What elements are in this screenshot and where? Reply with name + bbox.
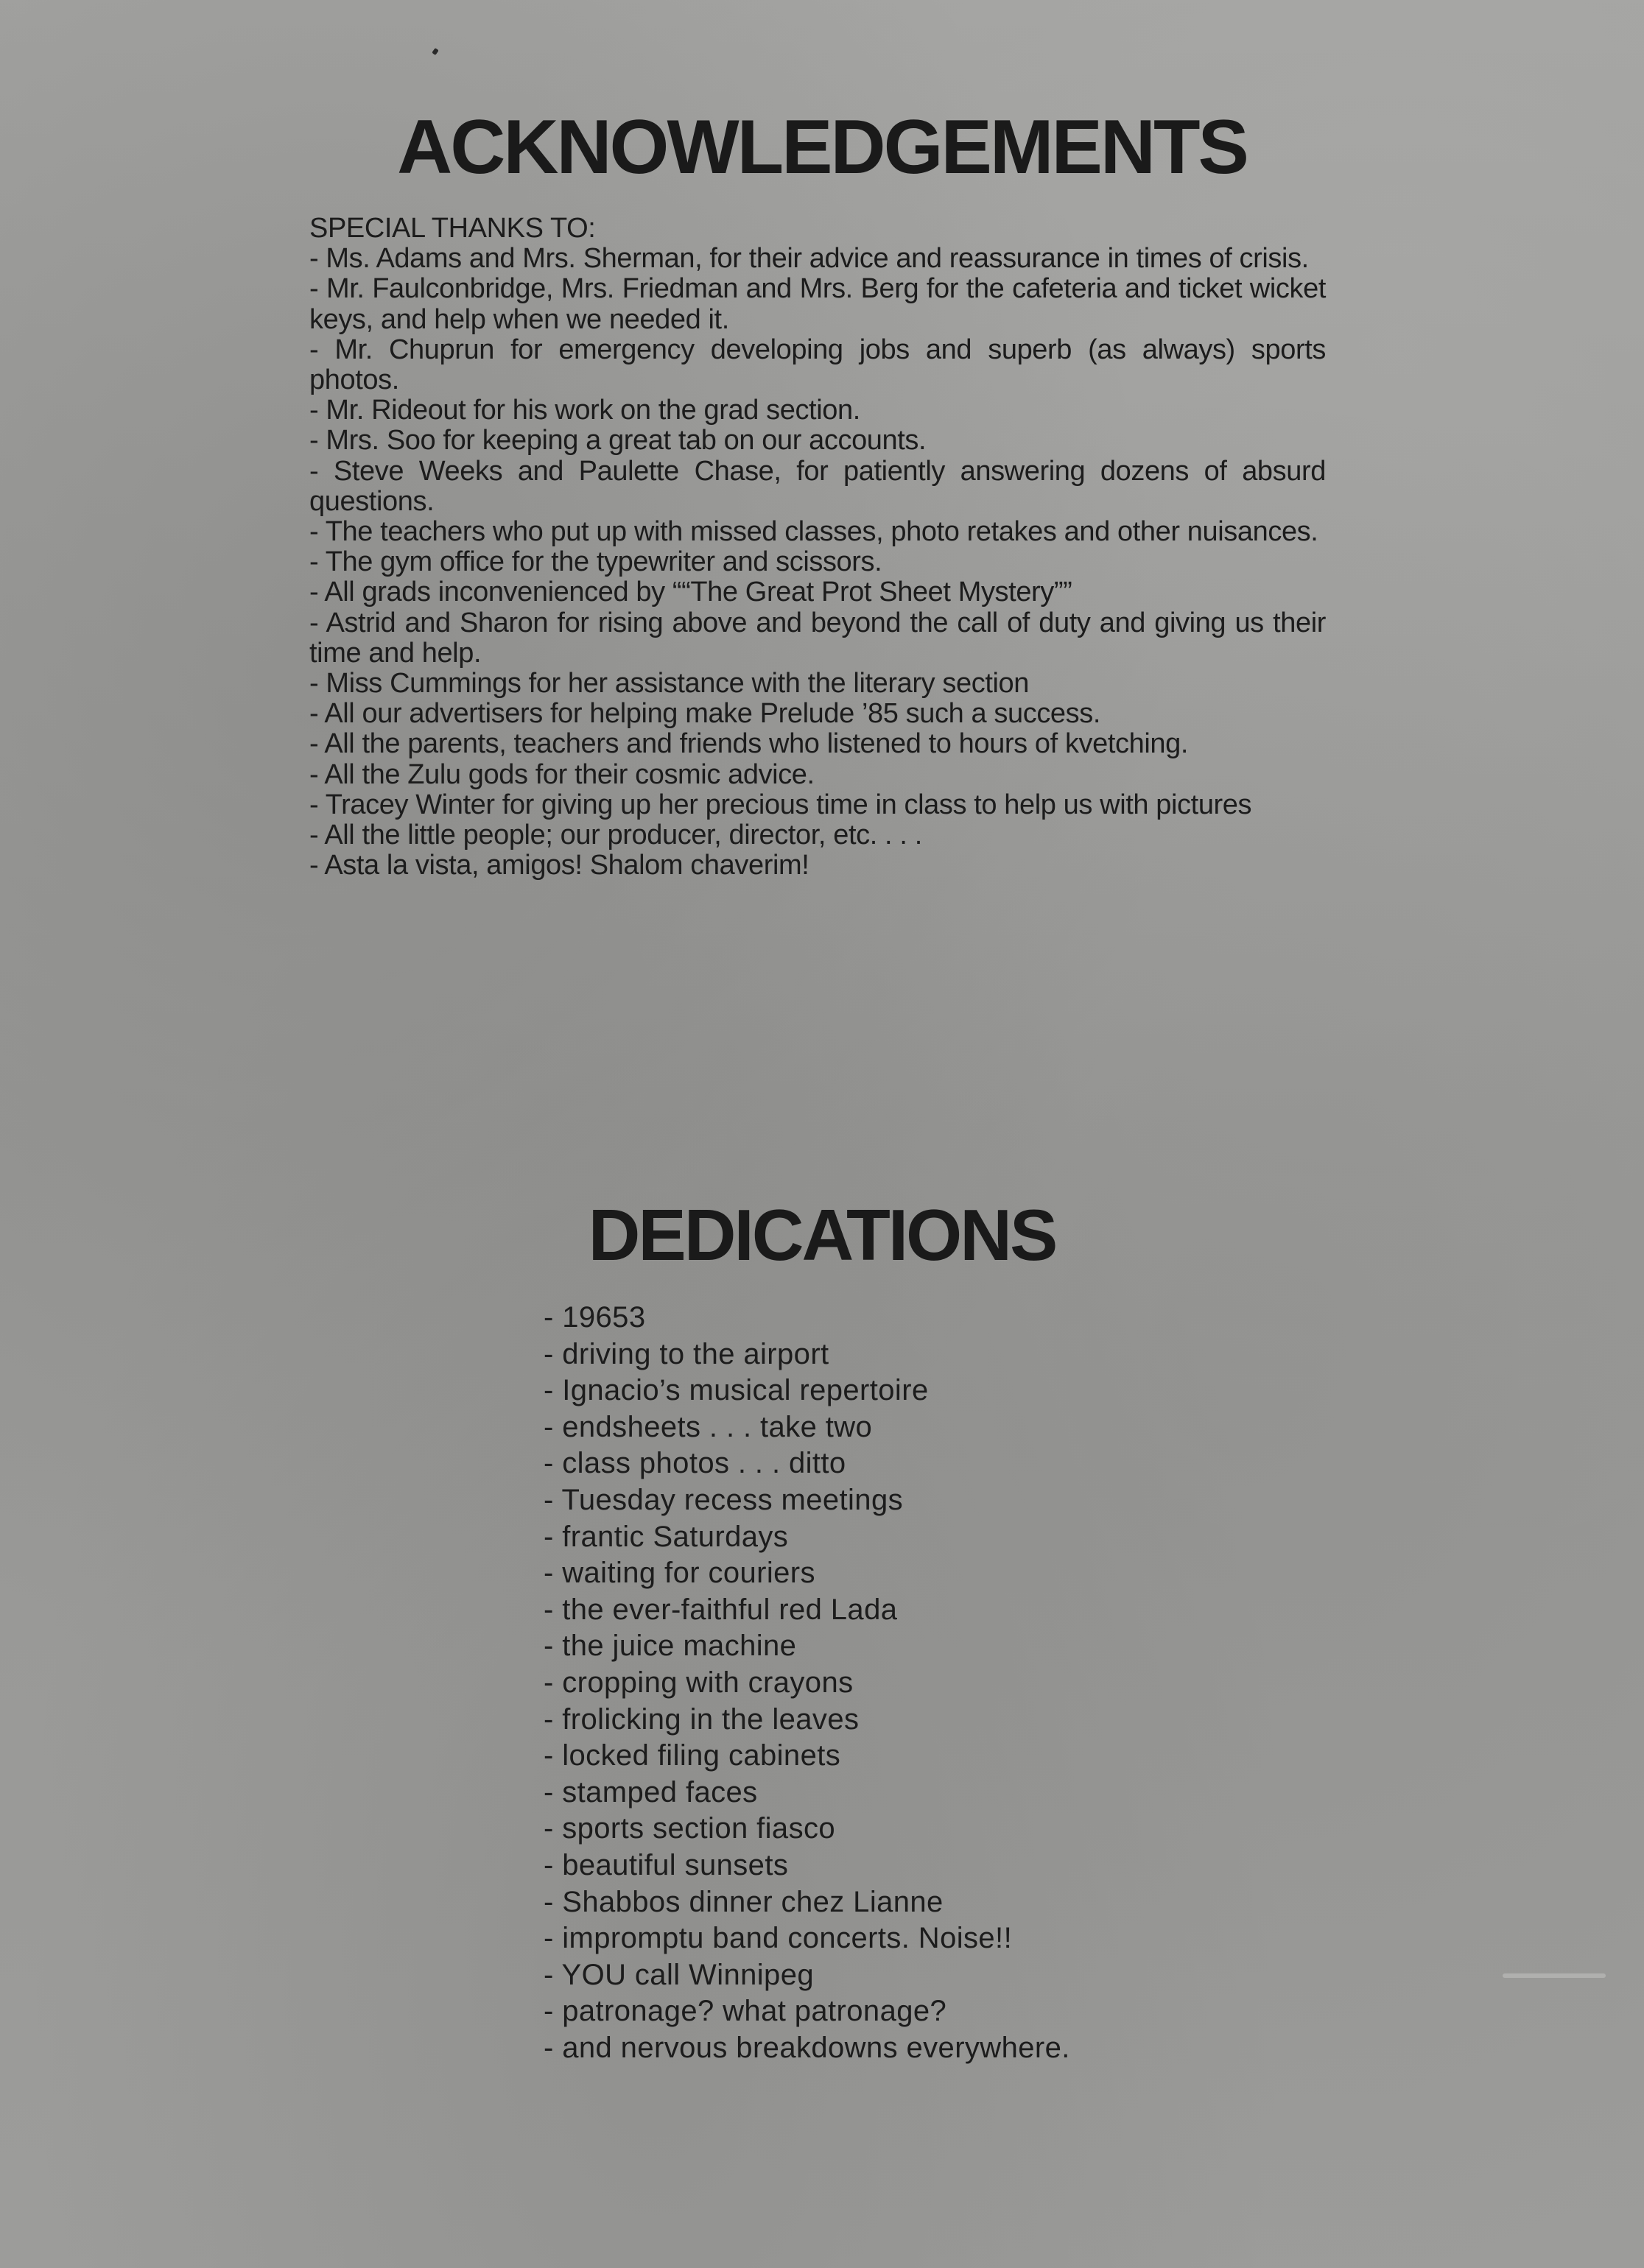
- dedication-item: - Tuesday recess meetings: [544, 1483, 903, 1516]
- acknowledgement-item: - Mr. Chuprun for emergency developing jobs and superb (as always) sports photos.: [309, 334, 1326, 396]
- acknowledgement-item: - All the Zulu gods for their cosmic advice.: [309, 758, 815, 790]
- dedication-item: - endsheets . . . take two: [544, 1410, 873, 1443]
- acknowledgements-body: [309, 214, 1326, 881]
- acknowledgement-item: - Astrid and Sharon for rising above and beyond the call of duty and giving us their time and help.: [309, 607, 1326, 669]
- acknowledgement-item: - Asta la vista, amigos! Shalom chaverim!: [309, 850, 809, 881]
- dedication-item: - sports section fiasco: [544, 1812, 836, 1845]
- paper-smudge: [1503, 1973, 1606, 1978]
- acknowledgement-item: - All the little people; our producer, director, etc. . . .: [309, 820, 922, 851]
- acknowledgement-item: - Tracey Winter for giving up her precious time in class to help us with pictures: [309, 789, 1252, 820]
- acknowledgement-item: - The teachers who put up with missed classes, photo retakes and other nuisances.: [309, 516, 1318, 548]
- dedication-item: - Shabbos dinner chez Lianne: [544, 1885, 944, 1918]
- dedication-item: - driving to the airport: [544, 1337, 829, 1370]
- acknowledgement-item: - Mrs. Soo for keeping a great tab on our accounts.: [309, 425, 927, 457]
- acknowledgement-item: - Miss Cummings for her assistance with the literary section: [309, 668, 1029, 700]
- acknowledgement-item: - All our advertisers for helping make Prelude ’85 such a success.: [309, 698, 1101, 730]
- dedication-item: - locked filing cabinets: [544, 1739, 841, 1772]
- dedication-item: - 19653: [544, 1301, 646, 1334]
- dedication-item: - waiting for couriers: [544, 1557, 815, 1590]
- acknowledgement-item: - The gym office for the typewriter and scissors.: [309, 546, 882, 578]
- dedication-item: - frantic Saturdays: [544, 1520, 789, 1553]
- acknowledgement-item: - Ms. Adams and Mrs. Sherman, for their advice and reassurance in times of crisis.: [309, 243, 1309, 275]
- dedication-item: - cropping with crayons: [544, 1666, 854, 1699]
- dedications-title: DEDICATIONS: [588, 1194, 1056, 1275]
- acknowledgement-item: - All the parents, teachers and friends who listened to hours of kvetching.: [309, 728, 1189, 760]
- acknowledgement-item: - Steve Weeks and Paulette Chase, for patiently answering dozens of absurd questions.: [309, 455, 1326, 517]
- dedication-item: - Ignacio’s musical repertoire: [544, 1374, 929, 1407]
- dedication-item: - impromptu band concerts. Noise!!: [544, 1922, 1013, 1955]
- acknowledgement-item: - All grads inconvenienced by ““The Great Prot Sheet Mystery””: [309, 577, 1072, 608]
- dedications-list: [544, 1300, 1206, 2066]
- acknowledgement-item: - Mr. Faulconbridge, Mrs. Friedman and Mrs. Berg for the cafeteria and ticket wicket keys, and help when we needed it.: [309, 273, 1326, 335]
- dedication-item: - the ever-faithful red Lada: [544, 1593, 898, 1626]
- dedication-item: - and nervous breakdowns everywhere.: [544, 2031, 1070, 2064]
- dedication-item: - the juice machine: [544, 1630, 797, 1663]
- acknowledgements-title: ACKNOWLEDGEMENTS: [397, 105, 1247, 190]
- print-speck: [432, 48, 439, 55]
- acknowledgement-item: - Mr. Rideout for his work on the grad section.: [309, 395, 860, 426]
- dedication-item: - YOU call Winnipeg: [544, 1958, 814, 1991]
- dedication-item: - class photos . . . ditto: [544, 1447, 846, 1480]
- dedication-item: - frolicking in the leaves: [544, 1702, 860, 1736]
- dedication-item: - beautiful sunsets: [544, 1848, 789, 1881]
- acknowledgements-intro: SPECIAL THANKS TO:: [309, 213, 596, 244]
- dedication-item: - patronage? what patronage?: [544, 1995, 947, 2028]
- dedication-item: - stamped faces: [544, 1775, 758, 1809]
